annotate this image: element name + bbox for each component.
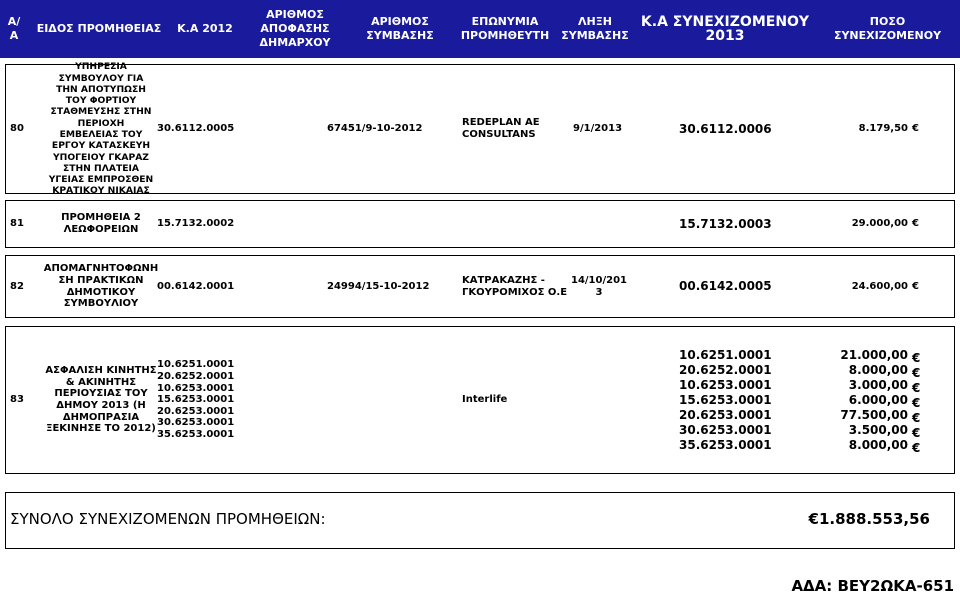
- row-type: ΑΠΟΜΑΓΝΗΤΟΦΩΝΗ ΣΗ ΠΡΑΚΤΙΚΩΝ ΔΗΜΟΤΙΚΟΥ ΣΥΜΒΟΥΛΙΟΥ: [43, 263, 159, 310]
- row-type: ΥΠΗΡΕΣΙΑ ΣΥΜΒΟΥΛΟΥ ΓΙΑ ΤΗΝ ΑΠΟΤΥΠΩΣΗ ΤΟΥ ΦΟΡΤΙΟΥ ΣΤΑΘΜΕΥΣΗΣ ΣΤΗΝ ΠΕΡΙΟΧΗ ΕΜΒΕΛΕΙΑΣ ΤΟΥ ΕΡΓΟΥ ΚΑΤΑΣΚΕΥΗ ΥΠΟΓΕΙΟΥ ΓΚΑΡΑΖ ΣΤΗΝ ΠΛΑΤΕΙΑ ΥΓΕΙΑΣ ΕΜΠΡΟΣΘΕΝ ΚΡΑΤΙΚΟΥ ΝΙΚΑΙΑΣ: [48, 61, 154, 197]
- total-label: ΣΥΝΟΛΟ ΣΥΝΕΧΙΖΟΜΕΝΩΝ ΠΡΟΜΗΘΕΙΩΝ:: [10, 510, 326, 528]
- row-amount: 29.000,00: [851, 218, 908, 230]
- euro-symbol: €: [912, 411, 921, 425]
- row-aa: 82: [10, 280, 24, 292]
- header-aa: Α/ Α: [7, 15, 21, 42]
- row-ka2013: 10.6251.0001 20.6252.0001 10.6253.0001 15.6253.0001 20.6253.0001 30.6253.0001 35.6253.0001: [679, 347, 772, 452]
- row-aa: 80: [10, 123, 24, 135]
- row-amount: 8.179,50: [858, 123, 908, 135]
- row-ka2013: 30.6112.0006: [679, 121, 772, 136]
- euro-symbol: €: [912, 351, 921, 365]
- header-contract-no: ΑΡΙΘΜΟΣ ΣΥΜΒΑΣΗΣ: [366, 15, 434, 42]
- euro-symbol: €: [912, 396, 921, 410]
- row-ka2012: 30.6112.0005: [157, 123, 235, 135]
- header-type: ΕΙΔΟΣ ΠΡΟΜΗΘΕΙΑΣ: [36, 22, 162, 35]
- row-contract-no: 24994/15-10-2012: [327, 280, 430, 292]
- row-aa: 83: [10, 394, 24, 406]
- header-decision: ΑΡΙΘΜΟΣ ΑΠΟΦΑΣΗΣ ΔΗΜΑΡΧΟΥ: [259, 8, 331, 49]
- euro-symbol: €: [912, 280, 919, 292]
- euro-symbol: €: [912, 441, 921, 455]
- row-aa: 81: [10, 218, 24, 230]
- row-type: ΑΣΦΑΛΙΣΗ ΚΙΝΗΤΗΣ & ΑΚΙΝΗΤΗΣ ΠΕΡΙΟΥΣΙΑΣ ΤΟΥ ΔΗΜΟΥ 2013 (Η ΔΗΜΟΠΡΑΣΙΑ ΞΕΚΙΝΗΣΕ ΤΟ 2012): [45, 365, 157, 435]
- euro-symbol: €: [912, 366, 921, 380]
- header-amount: ΠΟΣΟ ΣΥΝΕΧΙΖΟΜΕΝΟΥ: [833, 15, 942, 42]
- row-supplier: REDEPLAN AE CONSULTANS: [462, 117, 540, 140]
- total-amount: 1.888.553,56: [818, 510, 930, 528]
- row-contract-no: 67451/9-10-2012: [327, 123, 423, 135]
- table-header: [0, 0, 960, 58]
- euro-symbol: €: [912, 381, 921, 395]
- row-amount: 21.000,00 8.000,00 3.000,00 6.000,00 77.500,00 3.500,00 8.000,00: [840, 347, 908, 452]
- row-supplier: ΚΑΤΡΑΚΑΖΗΣ - ΓΚΟΥΡΟΜΙΧΟΣ Ο.Ε: [462, 274, 568, 298]
- euro-symbol: €: [912, 218, 919, 230]
- total-value: [809, 510, 930, 528]
- header-expiry: ΛΗΞΗ ΣΥΜΒΑΣΗΣ: [561, 15, 629, 42]
- ada-code: ΑΔΑ: ΒΕΥ2ΩΚΑ-651: [791, 577, 954, 595]
- euro-symbol: €: [912, 123, 919, 135]
- row-expiry: 14/10/201 3: [570, 274, 627, 298]
- row-ka2013: 15.7132.0003: [679, 216, 772, 231]
- euro-symbol: €: [912, 426, 921, 440]
- row-expiry: 9/1/2013: [573, 123, 623, 135]
- header-ka2013: Κ.Α ΣΥΝΕΧΙΖΟΜΕΝΟΥ 2013: [640, 14, 810, 44]
- row-supplier: Interlife: [462, 394, 508, 406]
- row-ka2012: 15.7132.0002: [157, 218, 235, 230]
- header-supplier: ΕΠΩΝΥΜΙΑ ΠΡΟΜΗΘΕΥΤΗ: [460, 15, 550, 42]
- euro-symbol-column: [912, 351, 926, 456]
- row-ka2012: 00.6142.0001: [157, 280, 235, 292]
- row-ka2013: 00.6142.0005: [679, 279, 772, 293]
- euro-symbol: €: [808, 510, 819, 528]
- row-type: ΠΡΟΜΗΘΕΙΑ 2 ΛΕΩΦΟΡΕΙΩΝ: [61, 212, 141, 235]
- row-amount: 24.600,00: [851, 280, 908, 292]
- row-ka2012: 10.6251.0001 20.6252.0001 10.6253.0001 15.6253.0001 20.6253.0001 30.6253.0001 35.6253.0001: [157, 359, 235, 440]
- header-ka2012: Κ.Α 2012: [177, 22, 233, 35]
